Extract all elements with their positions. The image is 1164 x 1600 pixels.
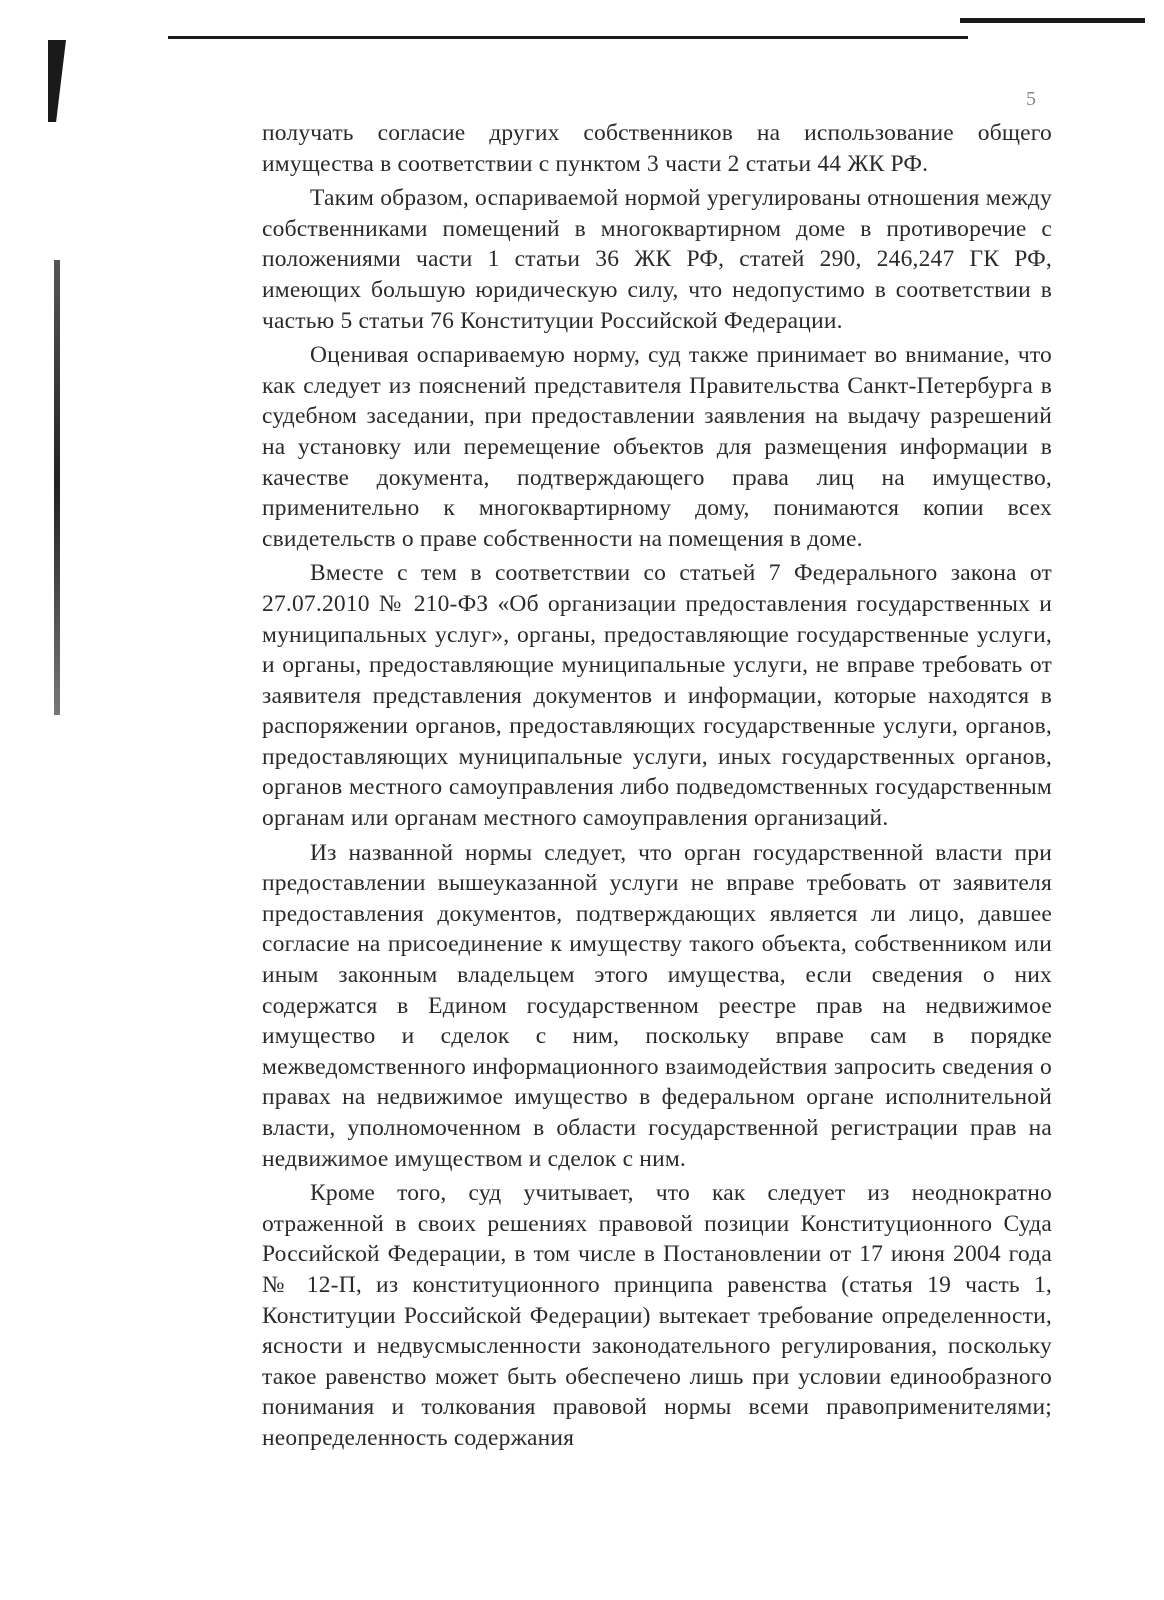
paragraph-1: получать согласие других собственников на использование общего имущества в соответствии с пунктом 3 части 2 статьи 44 ЖК РФ. <box>262 120 1052 177</box>
page-number: 5 <box>1026 88 1036 110</box>
scan-artifact-top-line <box>168 36 968 39</box>
scan-artifact-left-edge <box>54 260 60 715</box>
scan-artifact-left-mark <box>48 40 66 122</box>
paragraph-3: Оценивая оспариваемую норму, суд также принимает во внимание, что как следует из пояснений представителя Правительства Санкт-Петербурга в судебном заседании, при предоставлении заявления на выдачу разрешений на установку или перемещение объектов для размещения информации в качестве документа, подтверждающего права лиц на имущество, применительно к многоквартирному дому, понимаются копии всех свидетельств о праве собственности на помещения в доме. <box>262 342 1052 552</box>
paragraph-5: Из названной нормы следует, что орган государственной власти при предоставлении вышеуказанной услуги не вправе требовать от заявителя предоставления документов, подтверждающих является ли лицо, давшее согласие на присоединение к имуществу такого объекта, собственником или иным законным владельцем этого имущества, если сведения о них содержатся в Едином государственном реестре прав на недвижимое имущество и сделок с ним, поскольку вправе сам в порядке межведомственного информационного взаимодействия запросить сведения о правах на недвижимое имущество в федеральном органе исполнительной власти, уполномоченном в области государственной регистрации прав на недвижимое имуществом и сделок с ним. <box>262 839 1052 1172</box>
paragraph-6: Кроме того, суд учитывает, что как следует из неоднократно отраженной в своих решениях правовой позиции Конституционного Суда Российской Федерации, в том числе в Постановлении от 17 июня 2004 года № 12-П, из конституционного принципа равенства (статья 19 часть 1, Конституции Российской Федерации) вытекает требование определенности, ясности и недвусмысленности законодательного регулирования, поскольку такое равенство может быть обеспечено лишь при условии единообразного понимания и толкования правовой нормы всеми правоприменителями; неопределенность содержания <box>262 1180 1052 1451</box>
scan-artifact-top-right-line <box>960 18 1145 23</box>
document-body <box>262 118 1052 1458</box>
paragraph-4: Вместе с тем в соответствии со статьей 7 Федерального закона от 27.07.2010 № 210-ФЗ «Об организации предоставления государственных и муниципальных услуг», органы, предоставляющие государственные услуги, и органы, предоставляющие муниципальные услуги, не вправе требовать от заявителя представления документов и информации, которые находятся в распоряжении органов, предоставляющих государственные услуги, органов, предоставляющих муниципальные услуги, иных государственных органов, органов местного самоуправления либо подведомственных государственным органам или органам местного самоуправления организаций. <box>262 560 1052 832</box>
paragraph-2: Таким образом, оспариваемой нормой урегулированы отношения между собственниками помещений в многоквартирном доме в противоречие с положениями части 1 статьи 36 ЖК РФ, статей 290, 246,247 ГК РФ, имеющих большую юридическую силу, что недопустимо в соответствии в частью 5 статьи 76 Конституции Российской Федерации. <box>262 185 1052 334</box>
